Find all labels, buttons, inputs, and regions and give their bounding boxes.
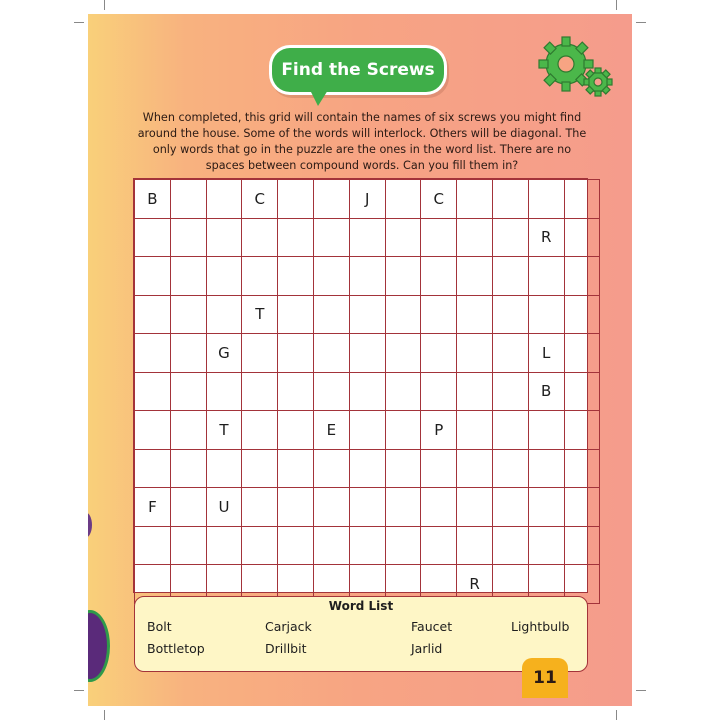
grid-cell[interactable] [206,180,242,219]
grid-cell[interactable]: T [242,295,278,334]
grid-cell[interactable] [457,411,493,450]
grid-cell[interactable]: R [528,218,564,257]
grid-cell[interactable] [278,218,314,257]
grid-row [135,372,600,411]
grid-cell[interactable] [385,526,421,565]
page-title: Find the Screws [272,48,444,92]
grid-cell[interactable] [135,449,171,488]
grid-cell[interactable] [528,526,564,565]
grid-cell[interactable] [278,257,314,296]
grid-cell[interactable] [421,257,457,296]
grid-cell[interactable]: B [135,180,171,219]
grid-cell[interactable] [242,488,278,527]
grid-row [135,218,600,257]
grid-cell[interactable] [564,372,600,411]
grid-cell[interactable]: E [313,411,349,450]
grid-cell[interactable] [492,449,528,488]
grid-cell[interactable] [170,218,206,257]
grid-cell[interactable] [278,411,314,450]
word-list-item: Carjack [265,619,312,634]
title-bubble-tail [310,90,328,106]
crop-mark [104,0,105,10]
grid-cell[interactable] [528,295,564,334]
grid-cell[interactable]: C [421,180,457,219]
grid-cell[interactable] [457,218,493,257]
grid-row [135,257,600,296]
grid-cell[interactable]: P [421,411,457,450]
grid-row [135,334,600,373]
grid-cell[interactable] [492,295,528,334]
word-list-item: Faucet [411,619,453,634]
grid-cell[interactable] [421,372,457,411]
grid-cell[interactable] [135,372,171,411]
grid-cell[interactable]: U [206,488,242,527]
grid-cell[interactable] [242,257,278,296]
grid-cell[interactable] [492,334,528,373]
page-number: 11 [522,658,568,698]
grid-cell[interactable] [457,449,493,488]
grid-cell[interactable] [349,372,385,411]
grid-cell[interactable] [421,526,457,565]
grid-cell[interactable] [349,411,385,450]
grid-cell[interactable] [313,488,349,527]
grid-row [135,526,600,565]
crop-mark [104,710,105,720]
grid-cell[interactable] [278,526,314,565]
crop-mark [74,22,84,23]
grid-cell[interactable] [528,411,564,450]
grid-row [135,411,600,450]
grid-cell[interactable] [349,334,385,373]
grid-cell[interactable] [313,257,349,296]
instructions-text: When completed, this grid will contain the names of six screws you might find around the house. Some of the words will interlock. Others will be diagonal. The only words that go in the puzzle are the ones in the word list. There are no spaces between compound words. Can you fill them in? [137,111,587,172]
grid-cell[interactable] [385,218,421,257]
grid-cell[interactable] [170,334,206,373]
grid-cell[interactable] [135,334,171,373]
word-list-item: Bolt [147,619,172,634]
grid-cell[interactable]: J [349,180,385,219]
grid-cell[interactable] [170,257,206,296]
grid-cell[interactable] [170,449,206,488]
crop-mark [616,0,617,10]
gears-icon [536,34,616,106]
grid-cell[interactable] [313,449,349,488]
grid-cell[interactable] [242,411,278,450]
grid-cell[interactable] [206,449,242,488]
grid-cell[interactable] [528,180,564,219]
grid-cell[interactable] [242,334,278,373]
grid-cell[interactable] [278,180,314,219]
grid-cell[interactable] [170,526,206,565]
grid-cell[interactable] [492,180,528,219]
grid-cell[interactable] [313,180,349,219]
grid-cell[interactable] [492,411,528,450]
grid-cell[interactable]: G [206,334,242,373]
grid-cell[interactable] [242,526,278,565]
word-list-box [134,596,588,672]
grid-cell[interactable] [313,334,349,373]
grid-cell[interactable] [349,257,385,296]
grid-cell[interactable] [242,372,278,411]
puzzle-grid-table [134,179,600,604]
grid-cell[interactable] [242,218,278,257]
grid-cell[interactable] [564,488,600,527]
grid-cell[interactable] [457,180,493,219]
grid-cell[interactable]: R [457,565,493,604]
grid-cell[interactable] [385,180,421,219]
word-list-title: Word List [328,599,394,613]
crop-mark [636,690,646,691]
decorative-shape [88,610,110,682]
grid-cell[interactable] [564,180,600,219]
grid-cell[interactable] [457,526,493,565]
grid-cell[interactable] [564,526,600,565]
grid-cell[interactable] [528,449,564,488]
puzzle-page [88,14,632,706]
grid-cell[interactable] [170,372,206,411]
word-list-item: Lightbulb [511,619,570,634]
grid-cell[interactable]: B [528,372,564,411]
grid-cell[interactable]: T [206,411,242,450]
grid-cell[interactable] [385,411,421,450]
grid-cell[interactable] [457,372,493,411]
grid-cell[interactable] [564,257,600,296]
grid-cell[interactable] [242,449,278,488]
crop-mark [636,22,646,23]
puzzle-grid [133,178,588,593]
grid-cell[interactable] [206,526,242,565]
grid-cell[interactable] [313,372,349,411]
grid-cell[interactable] [206,257,242,296]
word-list-item: Jarlid [411,641,443,656]
grid-cell[interactable] [313,526,349,565]
grid-cell[interactable] [385,449,421,488]
grid-cell[interactable] [385,257,421,296]
grid-cell[interactable] [135,295,171,334]
grid-cell[interactable]: L [528,334,564,373]
grid-cell[interactable] [349,488,385,527]
grid-cell[interactable] [385,488,421,527]
grid-cell[interactable] [492,372,528,411]
grid-cell[interactable] [492,257,528,296]
grid-row [135,295,600,334]
grid-cell[interactable] [492,526,528,565]
grid-cell[interactable] [421,334,457,373]
grid-cell[interactable] [457,295,493,334]
grid-cell[interactable] [421,295,457,334]
grid-cell[interactable] [278,334,314,373]
grid-cell[interactable] [349,449,385,488]
grid-cell[interactable] [564,218,600,257]
word-list-item: Bottletop [147,641,205,656]
decorative-shape [88,512,92,538]
grid-cell[interactable] [421,449,457,488]
grid-cell[interactable] [313,218,349,257]
grid-cell[interactable] [564,295,600,334]
grid-cell[interactable] [528,257,564,296]
grid-cell[interactable] [170,180,206,219]
grid-cell[interactable] [135,257,171,296]
grid-cell[interactable]: C [242,180,278,219]
grid-cell[interactable] [421,488,457,527]
grid-cell[interactable] [564,334,600,373]
grid-cell[interactable] [135,526,171,565]
grid-cell[interactable] [170,411,206,450]
grid-cell[interactable] [492,488,528,527]
grid-cell[interactable] [457,257,493,296]
word-list-item: Drillbit [265,641,307,656]
grid-cell[interactable]: F [135,488,171,527]
grid-row [135,488,600,527]
grid-cell[interactable] [135,411,171,450]
grid-cell[interactable] [278,488,314,527]
grid-cell[interactable] [385,372,421,411]
grid-cell[interactable] [170,295,206,334]
grid-cell[interactable] [206,295,242,334]
grid-cell[interactable] [206,372,242,411]
grid-cell[interactable] [135,218,171,257]
grid-row [135,449,600,488]
grid-cell[interactable] [564,449,600,488]
crop-mark [74,690,84,691]
grid-cell[interactable] [457,488,493,527]
grid-cell[interactable] [349,526,385,565]
grid-cell[interactable] [421,218,457,257]
grid-cell[interactable] [528,488,564,527]
grid-cell[interactable] [206,218,242,257]
crop-mark [616,710,617,720]
grid-cell[interactable] [349,218,385,257]
grid-cell[interactable] [457,334,493,373]
grid-cell[interactable] [313,295,349,334]
grid-cell[interactable] [278,295,314,334]
grid-cell[interactable] [385,334,421,373]
grid-cell[interactable] [564,411,600,450]
grid-cell[interactable] [278,449,314,488]
grid-cell[interactable] [385,295,421,334]
grid-cell[interactable] [492,218,528,257]
grid-cell[interactable] [349,295,385,334]
grid-row [135,180,600,219]
grid-cell[interactable] [278,372,314,411]
grid-cell[interactable] [170,488,206,527]
